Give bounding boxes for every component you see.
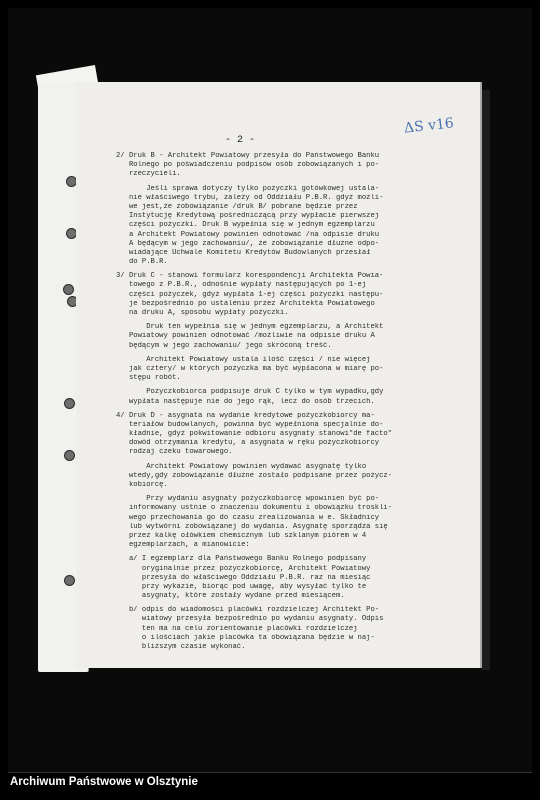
text-line: teriałów budowlanych, powinna być wypełniona specjalnie do-: [116, 420, 384, 429]
text-line: wiatowy przesyła bezpośrednio po wydaniu asygnaty. Odpis: [116, 615, 384, 624]
text-line: kładnie, gdyż pokwitowanie odbioru asygnaty stanowi"de facto": [116, 430, 393, 439]
text-line: Druk ten wypełnia się w jednym egzemplarzu, a Architekt: [116, 323, 384, 332]
text-line: do P.B.R.: [116, 258, 168, 267]
text-line: o ilościach jakie placówka ta obowiązana będzie w naj-: [116, 633, 375, 642]
text-line: wtedy,gdy zobowiązanie dłużne zostało podpisane przez pożycz-: [116, 471, 393, 480]
text-line: 3/ Druk C - stanowi formularz korespondencji Architekta Powia-: [116, 272, 384, 281]
caption-divider: [8, 772, 532, 773]
text-line: Pożyczkobiorca podpisuje druk C tylko w tym wypadku,gdy: [116, 388, 384, 397]
text-line: kobiorcę.: [116, 481, 168, 489]
text-line: stępu robót.: [116, 374, 181, 383]
text-line: przesyła do właściwego Oddziału P.B.R. raz na miesiąc: [116, 573, 371, 582]
text-line: rzeczycieli.: [116, 170, 181, 179]
text-line: Architekt Powiatowy powinien wydawać asygnatę tylko: [116, 462, 367, 471]
text-line: informowany ustnie o znaczeniu dokumentu i obowiązku troskli-: [116, 504, 393, 513]
text-line: Rolnego po poświadczeniu podpisów osób zobowiązanych i po-: [116, 161, 380, 170]
text-line: Przy wydaniu asygnaty pożyczkobiorcę wpowinien być po-: [116, 495, 380, 504]
text-line: rodzaj czeku towarowego.: [116, 448, 233, 457]
handwritten-note: ΔS v16: [403, 115, 455, 137]
text-line: wypłata następuje nie do jego rąk, lecz do osób trzecich.: [116, 397, 375, 406]
text-line: Jeśli sprawa dotyczy tylko pożyczki gotówkowej ustala-: [116, 184, 380, 193]
text-line: wiadające Uchwale Komitetu Kredytów Budowlanych przesłał: [116, 248, 371, 257]
text-line: na druku A, sposobu wypłaty pożyczki.: [116, 309, 289, 317]
punch-hole: [64, 450, 75, 461]
text-line: lub wytwórni zobowiązanej do wydania. Asygnatę sporządza się: [116, 522, 388, 531]
page-shadow: [482, 90, 490, 670]
document-body: [116, 152, 478, 652]
text-line: Architekt Powiatowy ustala ilość części / nie więcej: [116, 355, 371, 364]
text-line: b/ odpis do wiadomości placówki rozdzielczej Architekt Po-: [116, 606, 380, 615]
text-line: oryginalnie przez pożyczkobiorcę, Architekt Powiatowy: [116, 564, 371, 573]
punch-hole: [64, 398, 75, 409]
archive-caption: Archiwum Państwowe w Olsztynie: [10, 776, 198, 788]
text-line: Instytucję Kredytową pośredniczącą przy wypłacie pierwszej: [116, 212, 380, 221]
text-line: 4/ Druk D - asygnata na wydanie kredytowe pożyczkobiorcy ma-: [116, 411, 375, 420]
page-number: - 2 -: [225, 135, 256, 146]
text-line: ten ma na celu zorientowanie placówki rozdzielczej: [116, 624, 358, 633]
text-line: we jest,że zobowiązanie /druk B/ pobrane będzie przez: [116, 202, 358, 211]
text-line: jak cztery/ w których pożyczka ma być wypłacona w miarę po-: [116, 364, 384, 373]
text-line: części pożyczki. Druk B wypełnia się w jednym egzemplarzu: [116, 221, 375, 230]
text-line: wego przechowania go do czasu zrealizowania w e. Składnicy: [116, 513, 380, 522]
text-line: je bezpośrednio po ustaleniu przez Architekta Powiatowego: [116, 299, 375, 308]
text-line: przy wykazie, biorąc pod uwagę, aby wysyłać tylko te: [116, 582, 367, 591]
text-line: asygnaty, które zostały wydane przed miesiącem.: [116, 592, 345, 601]
text-line: 2/ Druk B - Architekt Powiatowy przesyła do Państwowego Banku: [116, 152, 380, 160]
text-line: dowód otrzymania kredytu, a asygnata w ręku pożyczkobiorcy: [116, 439, 380, 448]
text-line: przez kalkę ołówkiem chemicznym lub szklanym piórem w 4: [116, 531, 367, 540]
text-line: towego z P.B.R., odnośnie wypłaty następujących po 1-ej: [116, 281, 367, 290]
text-line: nie właściwego trybu, zależy od Oddziału P.B.R. gdyż możli-: [116, 193, 384, 202]
punch-hole: [64, 575, 75, 586]
text-line: Powiatowy powinien odnotować /możliwie na odpisie druku A: [116, 332, 375, 341]
text-line: a/ I egzemplarz dla Państwowego Banku Rolnego podpisany: [116, 555, 367, 564]
text-line: części pożyczek, gdyż wypłata 1-ej części pożyczki następu-: [116, 290, 384, 299]
text-line: bliższym czasie wykonać.: [116, 643, 246, 651]
punch-hole: [63, 284, 74, 295]
text-line: A będącym w jego zachowaniu/, że zobowiązanie dłużne odpo-: [116, 239, 380, 248]
text-line: egzemplarzach, a mianowicie:: [116, 541, 250, 550]
text-line: a Architekt Powiatowy powinien odnotować /na odpisie druku: [116, 230, 380, 239]
text-line: będącym w jego zachowaniu/ jego skróconą treść.: [116, 341, 332, 350]
